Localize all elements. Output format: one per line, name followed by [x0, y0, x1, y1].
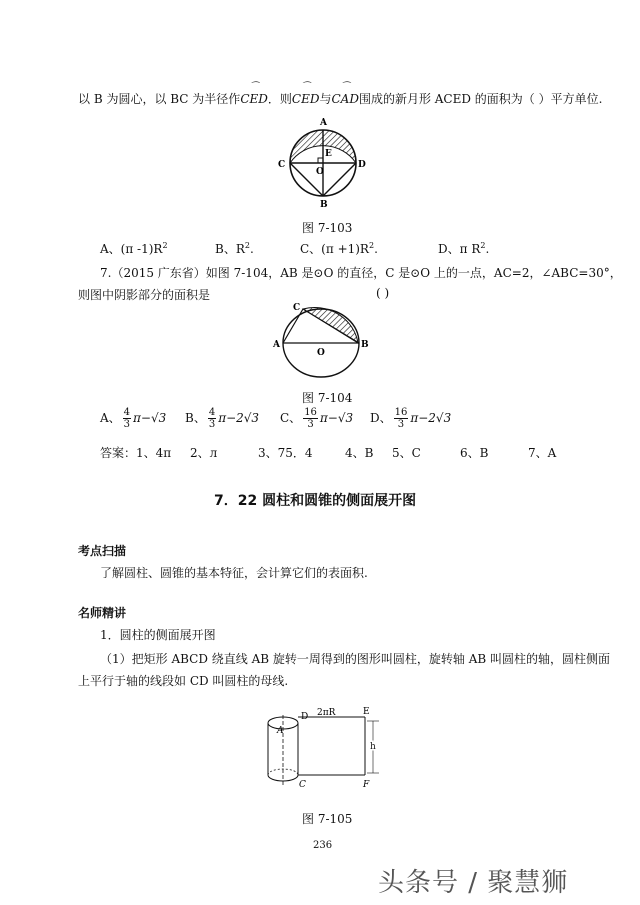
right-angle-mark	[318, 158, 323, 163]
answer-4: 4、B	[345, 446, 374, 460]
arc-cad: ⌒ CAD	[331, 92, 358, 106]
answer-3: 3、75．4	[258, 446, 313, 460]
caption-7-104: 图 7-104	[302, 391, 353, 405]
label-e: E	[363, 707, 370, 717]
q7-option-b: B、 $\frac{4}{3}$ π−2√3	[185, 407, 260, 430]
q7-option-c: C、 $\frac{16}{3}$ π−√3	[280, 407, 354, 430]
kaodian-text: 了解圆柱、圆锥的基本特征，会计算它们的表面积.	[100, 566, 368, 580]
option-b: B、$R^2$.	[215, 241, 254, 256]
label-o: O	[316, 167, 324, 177]
page-number: 236	[313, 840, 333, 851]
option-c: C、$(\pi +1)R^2$.	[300, 241, 378, 256]
chord-ac	[283, 309, 303, 343]
label-2piR: 2πR	[317, 708, 336, 718]
caption-7-105: 图 7-105	[302, 812, 353, 826]
q7-option-a: A、 $\frac{4}{3}$ π−√3	[100, 407, 167, 430]
label-d: D	[358, 160, 366, 170]
mingshi-item1: 1．圆柱的侧面展开图	[100, 628, 216, 642]
watermark: 头条号 / 聚慧狮	[378, 868, 569, 898]
answer-2: 2、л	[190, 446, 218, 460]
label-a: A	[273, 340, 280, 350]
label-h: h	[370, 742, 376, 752]
arc-ced-2: ⌒ CED	[292, 92, 320, 106]
line1-part3: 与	[319, 92, 332, 106]
figure-7-104	[265, 298, 375, 380]
label-f: F	[363, 780, 370, 790]
line1-part4: 围成的新月形 ACED 的面积为（ ）平方单位.	[358, 92, 603, 106]
label-d: D	[301, 712, 309, 722]
line1-part2: ．则	[267, 92, 292, 106]
mingshi-heading: 名师精讲	[78, 606, 127, 620]
answer-7: 7、A	[528, 446, 557, 460]
label-c: C	[299, 780, 306, 790]
answer-5: 5、C	[392, 446, 421, 460]
label-o: O	[317, 348, 325, 358]
answer-6: 6、B	[460, 446, 489, 460]
label-b: B	[320, 200, 328, 210]
label-e: E	[325, 149, 332, 159]
mingshi-para-line2: 上平行于轴的线段如 CD 叫圆柱的母线.	[78, 674, 289, 688]
option-a: A、(π $-1)R^2$	[100, 241, 168, 256]
kaodian-heading: 考点扫描	[78, 544, 127, 558]
label-a: A	[277, 726, 284, 736]
q7-line2: 则图中阴影部分的面积是	[78, 288, 211, 302]
answers-label: 答案：1、4π	[100, 446, 172, 460]
text-line-1	[78, 90, 602, 107]
line1-part1: 以 B 为圆心，以 BC 为半径作	[78, 92, 241, 106]
label-c: C	[278, 160, 286, 170]
label-a: A	[320, 118, 327, 128]
section-title: 7．22 圆柱和圆锥的侧面展开图	[214, 493, 417, 509]
figure-7-105	[255, 705, 390, 800]
label-c: C	[293, 303, 301, 313]
q7-paren: ( )	[376, 286, 390, 300]
label-b: B	[361, 340, 369, 350]
option-d: D、π $R^2$.	[438, 241, 490, 256]
q7-line1: 7.（2015 广东省）如图 7-104，AB 是⊙O 的直径，C 是⊙O 上的一点，AC=2，∠ABC=30°，	[100, 266, 622, 280]
arc-ced-1: ⌒ CED	[240, 92, 268, 106]
mingshi-para-line1: （1）把矩形 ABCD 绕直线 AB 旋转一周得到的图形叫圆柱，旋转轴 AB 叫圆柱的轴，圆柱侧面	[100, 652, 611, 666]
caption-7-103: 图 7-103	[302, 221, 353, 235]
q7-option-d: D、 $\frac{16}{3}$ π−2√3	[370, 407, 452, 430]
figure-7-103	[270, 110, 370, 210]
